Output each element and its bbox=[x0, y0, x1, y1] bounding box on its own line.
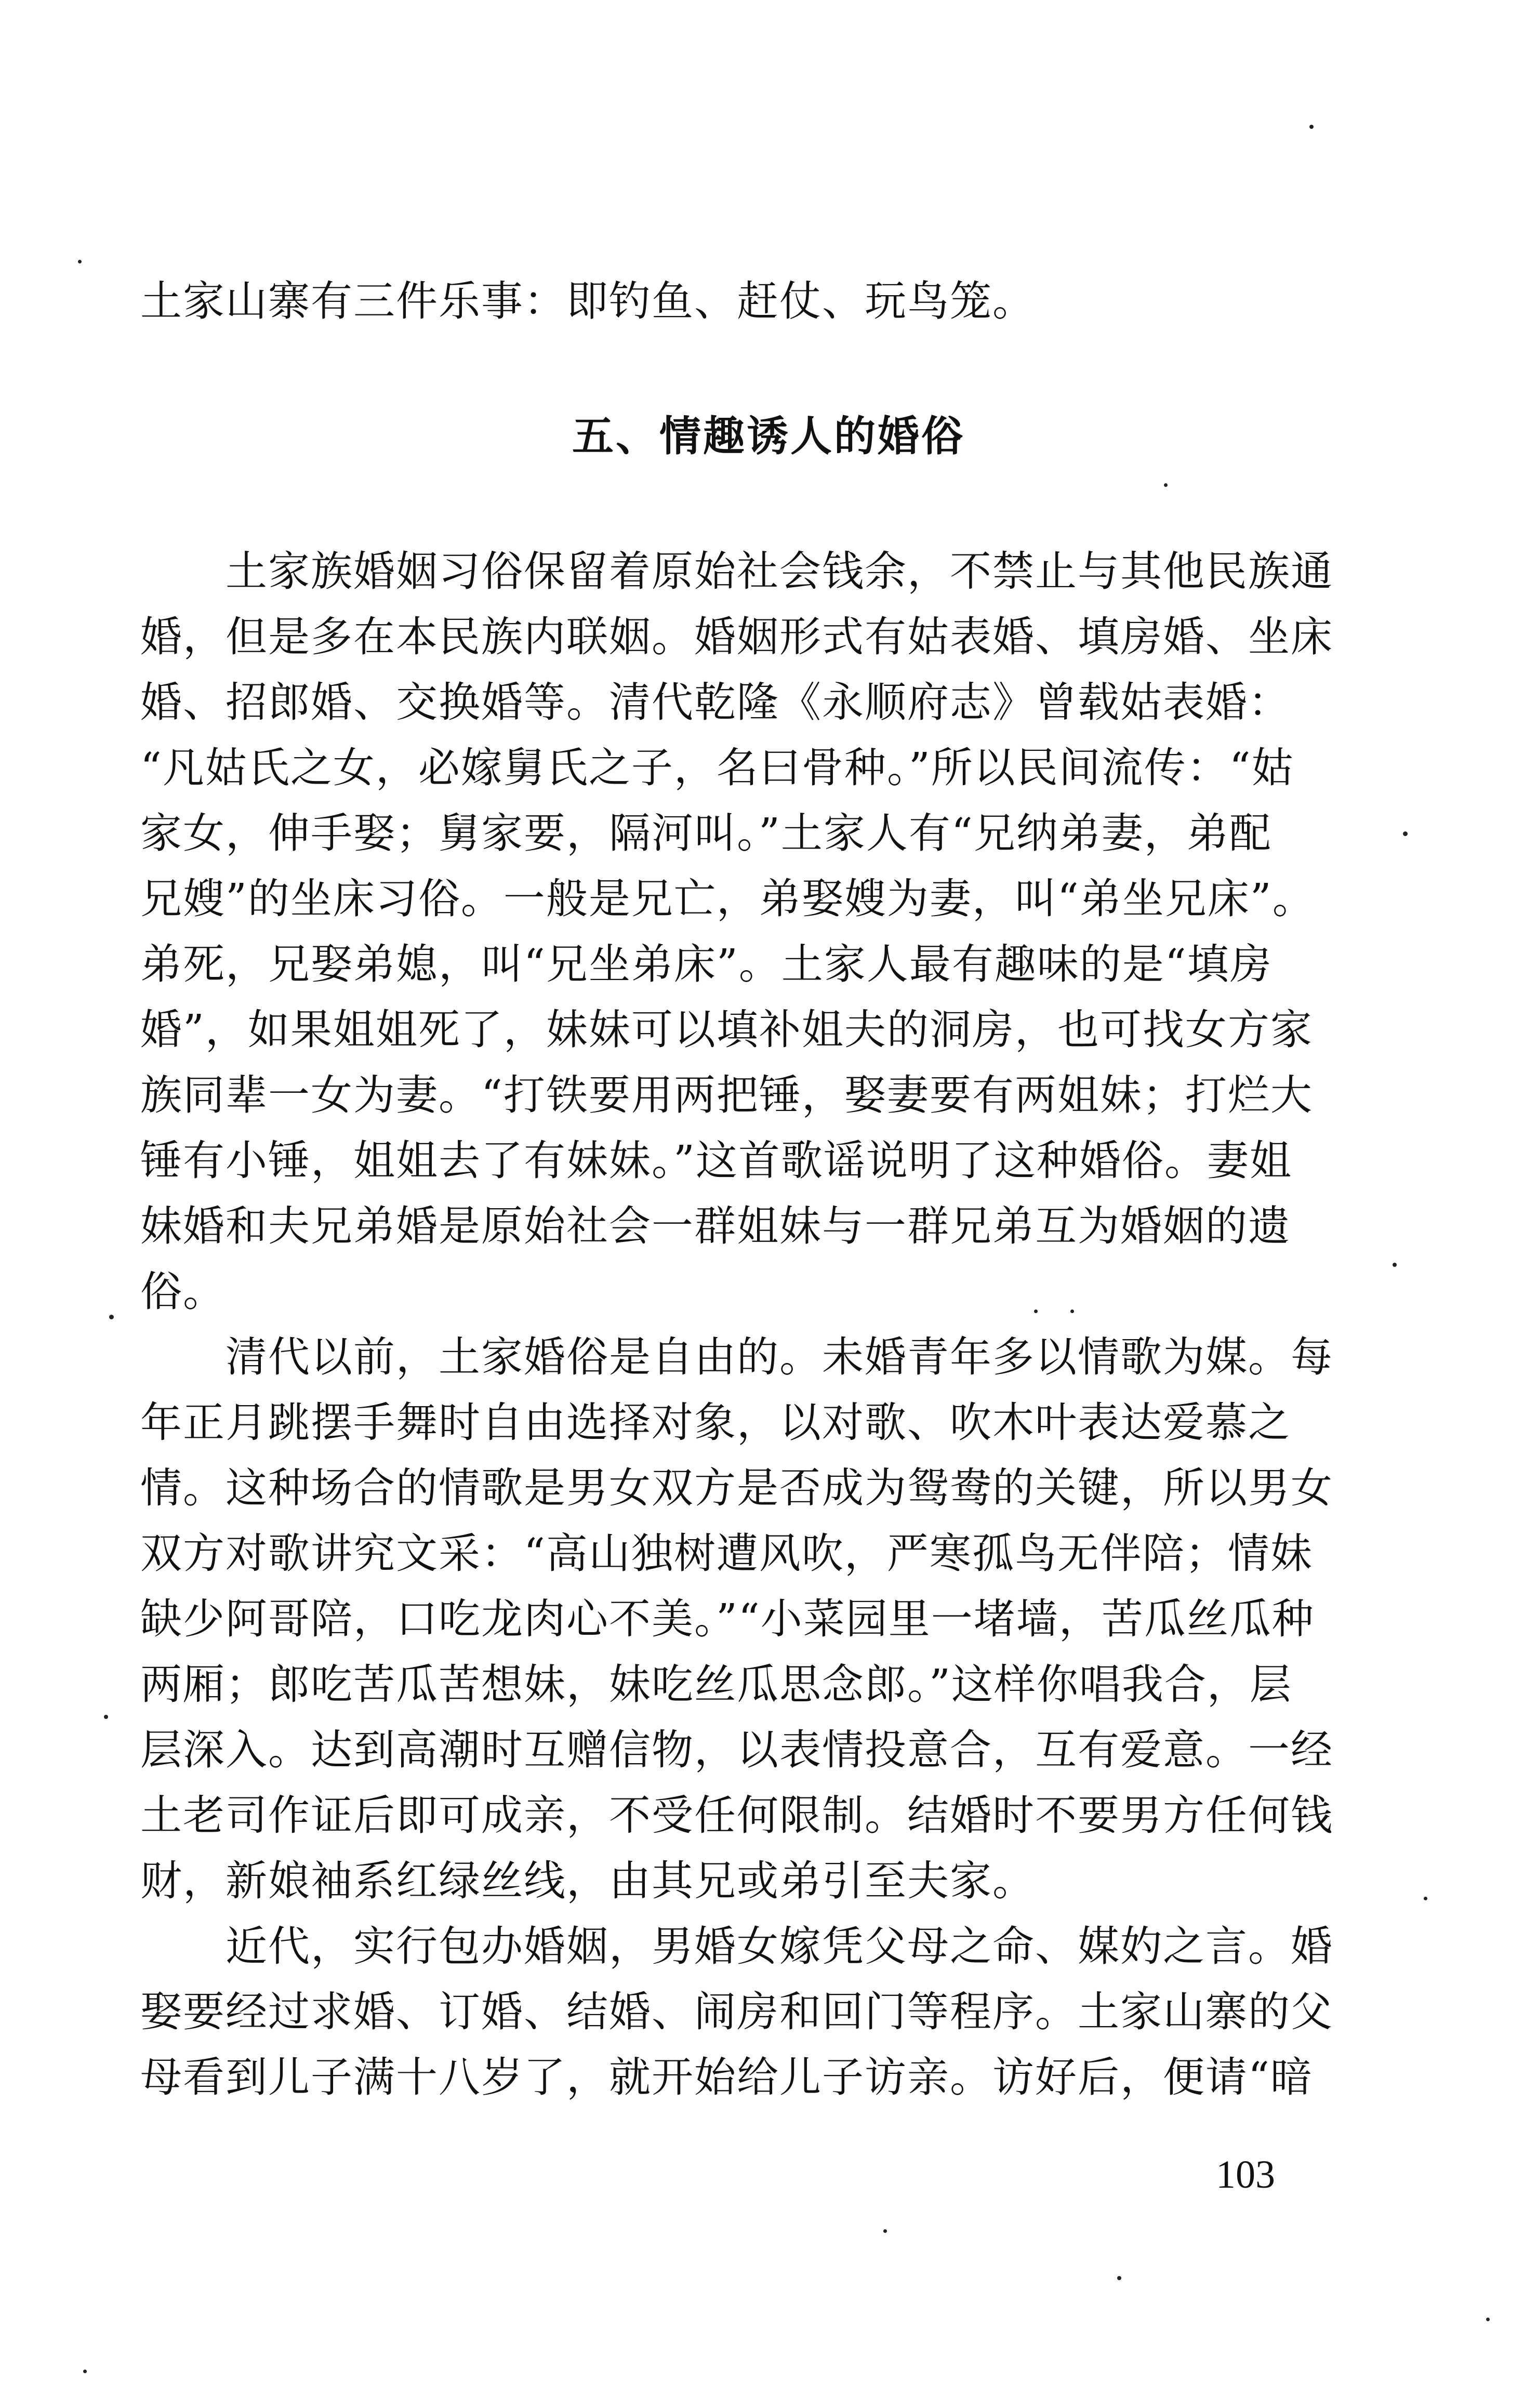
scan-speck bbox=[104, 1715, 108, 1719]
scan-speck bbox=[883, 2229, 887, 2233]
scan-speck bbox=[1393, 1263, 1397, 1267]
body-line: “凡姑氏之女，必嫁舅氏之子，名曰骨种。”所以民间流传：“姑 bbox=[140, 744, 1294, 792]
body-line: 层深入。达到高潮时互赠信物，以表情投意合，互有爱意。一经 bbox=[140, 1726, 1333, 1774]
scan-speck bbox=[1117, 2276, 1121, 2280]
body-line: 族同辈一女为妻。“打铁要用两把锤，娶妻要有两姐妹；打烂大 bbox=[140, 1071, 1313, 1119]
body-line: 俗。 bbox=[140, 1267, 226, 1316]
scan-speck bbox=[109, 1315, 114, 1319]
scan-speck bbox=[1424, 1897, 1427, 1900]
body-line: 婚”，如果姐姐死了，妹妹可以填补姐夫的洞房，也可找女方家 bbox=[140, 1005, 1313, 1054]
body-line: 情。这种场合的情歌是男女双方是否成为鸳鸯的关键，所以男女 bbox=[140, 1464, 1333, 1512]
body-line: 婚、招郎婚、交换婚等。清代乾隆《永顺府志》曾载姑表婚： bbox=[140, 678, 1291, 726]
body-line: 年正月跳摆手舞时自由选择对象，以对歌、吹木叶表达爱慕之 bbox=[140, 1398, 1291, 1447]
scan-speck bbox=[1403, 831, 1408, 836]
body-line: 家女，伸手娶；舅家要，隔河叫。”土家人有“兄纳弟妻，弟配 bbox=[140, 809, 1272, 857]
body-line: 婚，但是多在本民族内联姻。婚姻形式有姑表婚、填房婚、坐床 bbox=[140, 613, 1333, 661]
scan-speck bbox=[1309, 125, 1314, 129]
body-line: 土老司作证后即可成亲，不受任何限制。结婚时不要男方任何钱 bbox=[140, 1791, 1333, 1840]
scan-speck bbox=[78, 260, 82, 263]
scan-speck bbox=[1486, 2318, 1490, 2321]
body-line: 财，新娘袖系红绿丝线，由其兄或弟引至夫家。 bbox=[140, 1857, 1035, 1905]
intro-line: 土家山寨有三件乐事：即钓鱼、赶仗、玩鸟笼。 bbox=[140, 277, 1035, 325]
body-line: 清代以前，土家婚俗是自由的。未婚青年多以情歌为媒。每 bbox=[140, 1333, 1333, 1381]
scan-speck bbox=[1070, 1309, 1074, 1313]
scan-speck bbox=[1164, 483, 1168, 487]
body-line: 母看到儿子满十八岁了，就开始给儿子访亲。访好后，便请“暗 bbox=[140, 2053, 1313, 2101]
body-line: 妹婚和夫兄弟婚是原始社会一群姐妹与一群兄弟互为婚姻的遗 bbox=[140, 1202, 1291, 1250]
body-line: 锤有小锤，姐姐去了有妹妹。”这首歌谣说明了这种婚俗。妻姐 bbox=[140, 1136, 1292, 1185]
body-line: 兄嫂”的坐床习俗。一般是兄亡，弟娶嫂为妻，叫“弟坐兄床”。 bbox=[140, 875, 1315, 923]
body-line: 双方对歌讲究文采：“高山独树遭风吹，严寒孤鸟无伴陪；情妹 bbox=[140, 1529, 1313, 1578]
page-number: 103 bbox=[1216, 2153, 1275, 2197]
scan-speck bbox=[1034, 1309, 1038, 1313]
section-heading: 五、情趣诱人的婚俗 bbox=[572, 412, 965, 460]
scan-speck bbox=[83, 2370, 87, 2373]
body-line: 近代，实行包办婚姻，男婚女嫁凭父母之命、媒妁之言。婚 bbox=[140, 1922, 1333, 1970]
body-line: 缺少阿哥陪，口吃龙肉心不美。”“小菜园里一堵墙，苦瓜丝瓜种 bbox=[140, 1595, 1315, 1643]
body-line: 土家族婚姻习俗保留着原始社会钱余，不禁止与其他民族通 bbox=[140, 547, 1333, 596]
body-line: 弟死，兄娶弟媳，叫“兄坐弟床”。土家人最有趣味的是“填房 bbox=[140, 940, 1273, 988]
body-line: 两厢；郎吃苦瓜苦想妹，妹吃丝瓜思念郎。”这样你唱我合，层 bbox=[140, 1660, 1292, 1709]
body-line: 娶要经过求婚、订婚、结婚、闹房和回门等程序。土家山寨的父 bbox=[140, 1988, 1333, 2036]
